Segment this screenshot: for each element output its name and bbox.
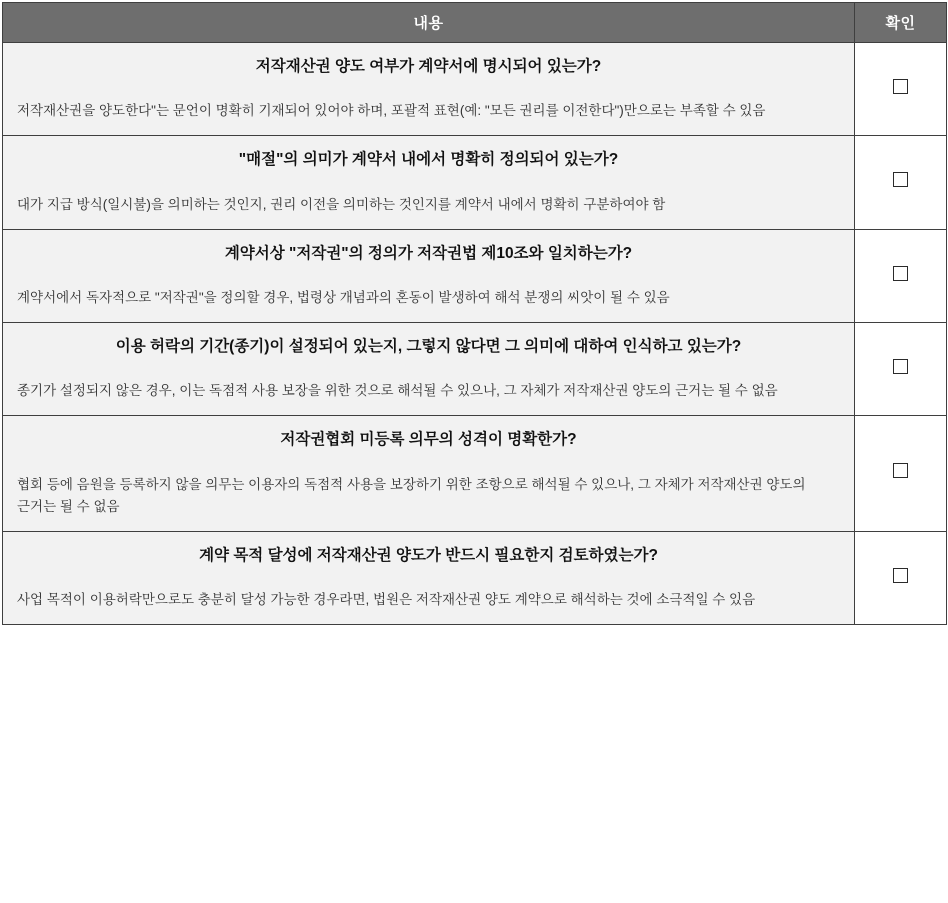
row-content-cell (3, 531, 855, 624)
table-row (3, 322, 947, 415)
table-row (3, 43, 947, 136)
row-question-title: "매절"의 의미가 계약서 내에서 명확히 정의되어 있는가? (238, 151, 619, 169)
checkbox-icon[interactable] (893, 266, 908, 281)
column-header-content: 내용 (3, 3, 855, 43)
row-check-cell[interactable] (855, 136, 947, 229)
table-header (3, 3, 947, 43)
table-row (3, 136, 947, 229)
row-question-title: 계약서상 "저작권"의 정의가 저작권법 제10조와 일치하는가? (224, 244, 633, 262)
row-question-title: 저작재산권 양도 여부가 계약서에 명시되어 있는가? (255, 58, 602, 75)
row-check-cell[interactable] (855, 531, 947, 624)
row-question-title: 이용 허락의 기간(종기)이 설정되어 있는지, 그렇지 않다면 그 의미에 대하여 인식하고 있는가? (115, 337, 742, 355)
row-content-cell (3, 322, 855, 415)
checklist-table (2, 2, 947, 625)
row-question-description: 계약서에서 독자적으로 "저작권"을 정의할 경우, 법령상 개념과의 혼동이 발생하여 해석 분쟁의 씨앗이 될 수 있음 (17, 290, 670, 306)
row-check-cell[interactable] (855, 229, 947, 322)
row-question-description: 사업 목적이 이용허락만으로도 충분히 달성 가능한 경우라면, 법원은 저작재산권 양도 계약으로 해석하는 것에 소극적일 수 있음 (17, 591, 756, 607)
table-row (3, 229, 947, 322)
checkbox-icon[interactable] (893, 79, 908, 94)
row-question-description: 저작재산권을 양도한다"는 문언이 명확히 기재되어 있어야 하며, 포괄적 표현(예: "모든 권리를 이전한다")만으로는 부족할 수 있음 (17, 103, 766, 119)
row-check-cell[interactable] (855, 416, 947, 531)
checkbox-icon[interactable] (893, 359, 908, 374)
column-header-check: 확인 (855, 3, 947, 43)
row-content-cell (3, 43, 855, 136)
table-row (3, 416, 947, 531)
row-question-description: 대가 지급 방식(일시불)을 의미하는 것인지, 권리 이전을 의미하는 것인지를 계약서 내에서 명확히 구분하여야 함 (17, 196, 666, 212)
table-header-row (3, 3, 947, 43)
row-question-description: 협회 등에 음원을 등록하지 않을 의무는 이용자의 독점적 사용을 보장하기 위한 조항으로 해석될 수 있으나, 그 자체가 저작재산권 양도의 근거는 될 수 없음 (17, 476, 806, 514)
row-question-title: 계약 목적 달성에 저작재산권 양도가 반드시 필요한지 검토하였는가? (199, 546, 658, 564)
checkbox-icon[interactable] (893, 568, 908, 583)
checkbox-icon[interactable] (893, 463, 908, 478)
row-question-description: 종기가 설정되지 않은 경우, 이는 독점적 사용 보장을 위한 것으로 해석될 수 있으나, 그 자체가 저작재산권 양도의 근거는 될 수 없음 (17, 383, 778, 399)
table-row (3, 531, 947, 624)
row-check-cell[interactable] (855, 322, 947, 415)
table-body (3, 43, 947, 625)
row-content-cell (3, 416, 855, 531)
row-content-cell (3, 136, 855, 229)
row-question-title: 저작권협회 미등록 의무의 성격이 명확한가? (280, 431, 577, 449)
checkbox-icon[interactable] (893, 172, 908, 187)
row-content-cell (3, 229, 855, 322)
row-check-cell[interactable] (855, 43, 947, 136)
